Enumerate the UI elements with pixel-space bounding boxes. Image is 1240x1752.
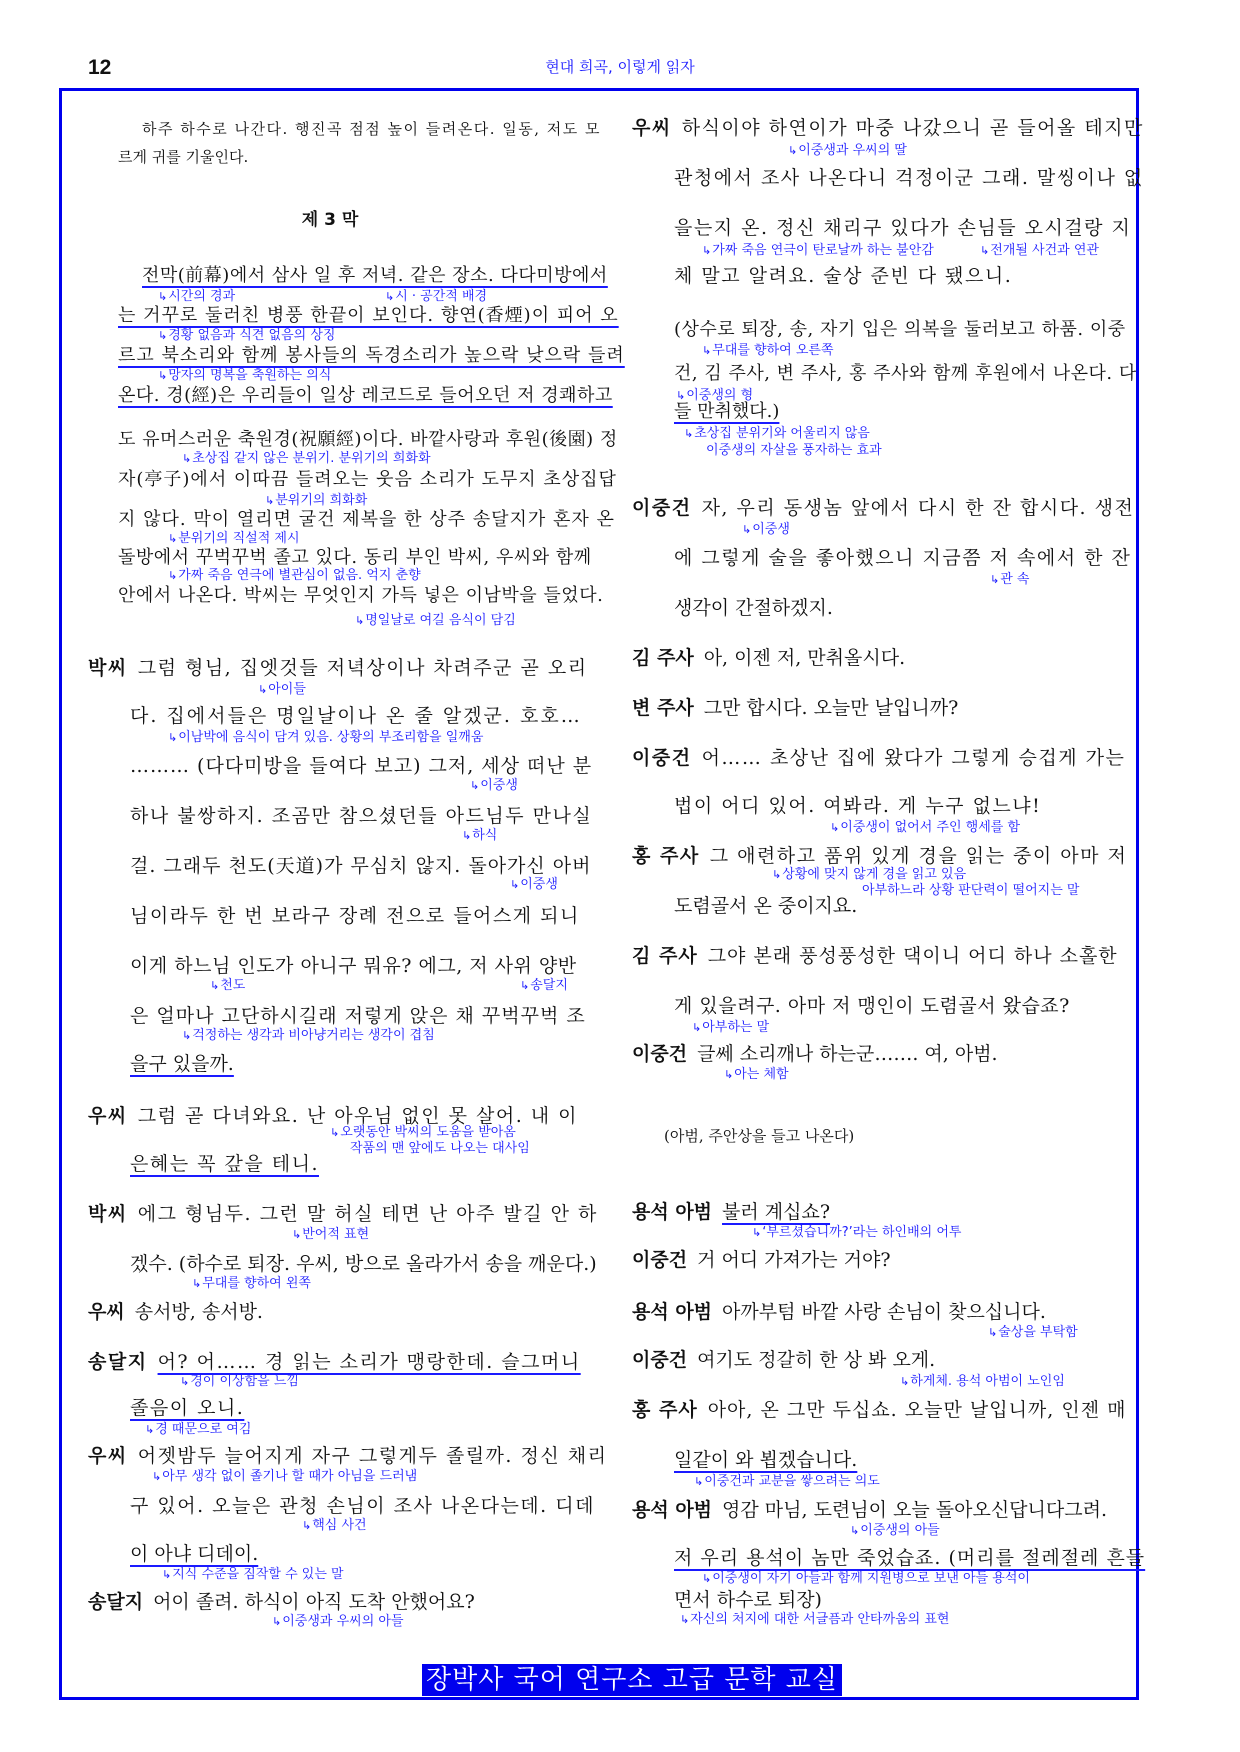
annotation: ↳ 경 때문으로 여김 (145, 1422, 251, 1437)
annotation: ↳ 걱정하는 생각과 비아냥거리는 생각이 겹침 (182, 1028, 435, 1043)
dialogue-line: 다. 집에서들은 명일날이나 온 줄 알겠군. 호호… (130, 705, 582, 727)
dialogue-line: 게 있을려구. 아마 저 맹인이 도렴골서 왔습죠? (674, 995, 1070, 1017)
speaker: 용석 아범 (632, 1301, 713, 1323)
dialogue-line: 용석 아범 영감 마님, 도련님이 오늘 돌아오신답니다그려. (632, 1499, 1107, 1521)
dialogue-line: 졸음이 오니. (130, 1397, 245, 1419)
stage-direction-line: 자(亭子)에서 이따끔 들려오는 웃음 소리가 도무지 초상집답 (118, 469, 617, 490)
dialogue-line: 이중건 자, 우리 동생놈 앞에서 다시 한 잔 합시다. 생전 (632, 497, 1135, 519)
annotation: ↳ 지식 수준을 짐작할 수 있는 말 (162, 1567, 344, 1582)
annotation: ↳ 송달지 (520, 978, 568, 993)
annotation: ↳ 초상집 같지 않은 분위기. 분위기의 희화화 (182, 451, 431, 466)
stage-direction-line: 건, 김 주사, 변 주사, 홍 주사와 함께 후원에서 나온다. 다 (674, 363, 1137, 384)
dialogue-line: 도렴골서 온 중이지요. (674, 895, 858, 917)
stage-direction-line: 도 유머스러운 축원경(祝願經)이다. 바깥사랑과 후원(後園) 정 (118, 429, 618, 450)
annotation: 이중생의 자살을 풍자하는 효과 (706, 443, 882, 458)
dialogue-line: 우씨 송서방, 송서방. (88, 1301, 263, 1323)
dialogue-line: 박씨 에그 형님두. 그런 말 허실 테면 난 아주 발길 안 하 (88, 1203, 598, 1225)
stage-direction-line: (상수로 퇴장, 송, 자기 입은 의복을 둘러보고 하품. 이중 (674, 319, 1126, 340)
speaker: 이중건 (632, 747, 692, 769)
footer-banner: 장박사 국어 연구소 고급 문학 교실 (422, 1664, 842, 1696)
stage-direction-line: 는 거꾸로 둘러친 병풍 한끝이 보인다. 향연(香煙)이 피어 오 (118, 305, 619, 326)
speaker: 박씨 (88, 657, 128, 679)
dialogue-line: ……… (다다미방을 들여다 보고) 그저, 세상 떠난 분 (130, 755, 593, 777)
stage-direction-line: 돌방에서 꾸벅꾸벅 졸고 있다. 동리 부인 박씨, 우씨와 함께 (118, 547, 592, 568)
annotation: ↳ 핵심 사건 (302, 1518, 367, 1533)
dialogue-line: 생각이 간절하겠지. (674, 597, 833, 619)
dialogue-line: 용석 아범 아까부텀 바깥 사랑 손님이 찾으십니다. (632, 1301, 1046, 1323)
dialogue-line: 은혜는 꼭 갚을 테니. (130, 1153, 319, 1175)
dialogue-line: 이중건 글쎄 소리깨나 하는군……. 여, 아범. (632, 1043, 998, 1065)
dialogue-line: 이중건 여기도 정갈히 한 상 봐 오게. (632, 1349, 936, 1371)
dialogue-line: 관청에서 조사 나온다니 걱정이군 그래. 말씽이나 없 (674, 167, 1144, 189)
speaker: 김 주사 (632, 647, 694, 669)
dialogue-line: 김 주사 그야 본래 풍성풍성한 댁이니 어디 하나 소홀한 (632, 945, 1118, 967)
annotation: ↳ 이중건과 교분을 쌓으려는 의도 (694, 1474, 880, 1489)
annotation: ↳ 경이 이상함을 느낌 (180, 1374, 299, 1389)
stage-direction-line: 들 만취했다.) (674, 401, 780, 422)
annotation: ↳ 명일날로 여길 음식이 담김 (355, 613, 516, 628)
dialogue-line: 을는지 온. 정신 채리구 있다가 손님들 오시걸랑 지 (674, 217, 1132, 239)
speaker: 홍 주사 (632, 845, 700, 867)
annotation: ↳ 하식 (462, 828, 497, 843)
speaker: 김 주사 (632, 945, 698, 967)
annotation: 아부하느라 상황 판단력이 떨어지는 말 (862, 883, 1080, 898)
dialogue-line: 이 아냐 디데이. (130, 1543, 259, 1565)
annotation: ↳ 아는 체함 (724, 1067, 789, 1082)
dialogue-line: 우씨 어젯밤두 늘어지게 자구 그렇게두 졸릴까. 정신 채리 (88, 1445, 608, 1467)
dialogue-line: 변 주사 그만 합시다. 오늘만 날입니까? (632, 697, 959, 719)
speaker: 용석 아범 (632, 1499, 713, 1521)
annotation: ↳ 초상집 분위기와 어울리지 않음 (684, 426, 870, 441)
dialogue-line: 이게 하느님 인도가 아니구 뭐유? 에그, 저 사위 양반 (130, 955, 577, 977)
dialogue-line: 겠수. (하수로 퇴장. 우씨, 방으로 올라가서 송을 깨운다.) (130, 1253, 597, 1275)
annotation: ↳ 천도 (210, 978, 245, 993)
speaker: 이중건 (632, 1349, 688, 1371)
dialogue-line: 체 말고 알려요. 술상 준빈 다 됐으니. (674, 265, 1013, 287)
dialogue-line: 법이 어디 있어. 여봐라. 게 누구 없느냐! (674, 795, 1042, 817)
annotation: ↳ 아이들 (258, 682, 306, 697)
speaker: 송달지 (88, 1351, 148, 1373)
annotation: ↳ 이중생 (742, 522, 790, 537)
annotation: ↳ 관 속 (990, 572, 1029, 587)
act-title: 제 3 막 (301, 210, 359, 230)
annotation: ↳ 시 · 공간적 배경 (385, 289, 487, 304)
annotation: ↳ 가짜 죽음 연극이 탄로날까 하는 불안감 (702, 243, 934, 258)
dialogue-line: 은 얼마나 고단하시길래 저렇게 앉은 채 꾸벅꾸벅 조 (130, 1005, 586, 1027)
annotation: ↳ 전개될 사건과 연관 (980, 243, 1099, 258)
annotation: ↳ 하게체. 용석 아범이 노인임 (900, 1374, 1065, 1389)
annotation: ↳ 이중생 (510, 877, 558, 892)
speaker: 용석 아범 (632, 1201, 713, 1223)
dialogue-line: 을구 있을까. (130, 1053, 234, 1075)
dialogue-line: 홍 주사 그 애련하고 품위 있게 경을 읽는 중이 아마 저 (632, 845, 1128, 867)
annotation: ↳ 이중생과 우씨의 딸 (788, 143, 907, 158)
running-title: 현대 희곡, 이렇게 읽자 (545, 58, 695, 76)
dialogue-line: 하나 불쌍하지. 조곰만 참으셨던들 아드님두 만나실 (130, 805, 593, 827)
dialogue-line: 걸. 그래두 천도(天道)가 무심치 않지. 돌아가신 아버 (130, 855, 592, 877)
annotation: ↳ 이남박에 음식이 담겨 있음. 상황의 부조리함을 일깨움 (168, 730, 483, 745)
stage-direction-line: 르고 북소리와 함께 봉사들의 독경소리가 높으락 낮으락 들려 (118, 345, 625, 366)
dialogue-line: 송달지 어? 어…… 경 읽는 소리가 맹랑한데. 슬그머니 (88, 1351, 581, 1373)
annotation: ↳ 망자의 명복을 축원하는 의식 (158, 368, 331, 383)
page-number: 12 (88, 56, 112, 79)
dialogue-line: 박씨 그럼 형님, 집엣것들 저녁상이나 차려주군 곧 오리 (88, 657, 588, 679)
dialogue-line: 우씨 그럼 곧 다녀와요. 난 아우님 없인 못 살어. 내 이 (88, 1105, 579, 1127)
speaker: 송달지 (88, 1591, 144, 1613)
dialogue-line: 님이라두 한 번 보라구 장례 전으로 들어스게 되니 (130, 905, 580, 927)
stage-direction-line: 전막(前幕)에서 삼사 일 후 저녁. 같은 장소. 다다미방에서 (142, 265, 608, 286)
annotation: ↳ 아무 생각 없이 졸기나 할 때가 아님을 드러냄 (152, 1469, 417, 1484)
annotation: 작품의 맨 앞에도 나오는 대사임 (350, 1141, 530, 1156)
annotation: ↳ ‘부르셨습니까?’라는 하인배의 어투 (752, 1225, 961, 1240)
dialogue-line: 일같이 와 뵙겠습니다. (674, 1449, 858, 1471)
annotation: ↳ 이중생과 우씨의 아들 (272, 1614, 404, 1629)
annotation: ↳ 시간의 경과 (158, 289, 235, 304)
annotation: ↳ 무대를 향하여 오른쪽 (702, 343, 834, 358)
annotation: ↳ 가짜 죽음 연극에 별관심이 없음. 억지 춘향 (168, 568, 421, 583)
dialogue-line: 에 그렇게 술을 좋아했으니 지금쯤 저 속에서 한 잔 (674, 547, 1132, 569)
annotation: ↳ 이중생이 자기 아들과 함께 지원병으로 보낸 아들 용석이 (702, 1571, 1030, 1586)
speaker: 이중건 (632, 497, 692, 519)
speaker: 우씨 (632, 117, 672, 139)
annotation: ↳ 무대를 향하여 왼쪽 (192, 1276, 311, 1291)
annotation: ↳ 이중생이 없어서 주인 행세를 함 (830, 820, 1020, 835)
intro-line: 르게 귀를 기울인다. (118, 148, 249, 166)
annotation: ↳ 오랫동안 박씨의 도움을 받아옴 (330, 1125, 516, 1140)
annotation: ↳ 아부하는 말 (692, 1020, 769, 1035)
speaker: 이중건 (632, 1249, 688, 1271)
stage-direction-line: 안에서 나온다. 박씨는 무엇인지 가득 넣은 이남박을 들었다. (118, 585, 604, 606)
dialogue-line: 구 있어. 오늘은 관청 손님이 조사 나온다는데. 디데 (130, 1495, 595, 1517)
dialogue-line: 송달지 어이 졸려. 하식이 아직 도착 안했어요? (88, 1591, 475, 1613)
stage-direction: (아범, 주안상을 들고 나온다) (664, 1127, 855, 1145)
dialogue-line: 우씨 하식이야 하연이가 마중 나갔으니 곧 들어올 테지만 (632, 117, 1144, 139)
annotation: ↳ 자신의 처지에 대한 서글픔과 안타까움의 표현 (680, 1612, 949, 1627)
annotation: ↳ 분위기의 직설적 제시 (168, 531, 300, 546)
speaker: 홍 주사 (632, 1399, 698, 1421)
dialogue-line: 김 주사 아, 이젠 저, 만취올시다. (632, 647, 906, 669)
dialogue-line: 용석 아범 불러 계십쇼? (632, 1201, 831, 1223)
annotation: ↳ 상황에 맞지 않게 경을 읽고 있음 (772, 867, 966, 882)
speaker: 박씨 (88, 1203, 128, 1225)
dialogue-line: 면서 하수로 퇴장) (674, 1589, 822, 1611)
annotation: ↳ 경황 없음과 식견 없음의 상징 (158, 328, 335, 343)
dialogue-line: 이중건 거 어디 가져가는 거야? (632, 1249, 891, 1271)
speaker: 우씨 (88, 1301, 125, 1323)
annotation: ↳ 분위기의 희화화 (265, 493, 367, 508)
annotation: ↳ 반어적 표현 (292, 1227, 369, 1242)
dialogue-line: 홍 주사 아아, 온 그만 두십쇼. 오늘만 날입니까, 인젠 매 (632, 1399, 1127, 1421)
speaker: 변 주사 (632, 697, 694, 719)
stage-direction-line: 온다. 경(經)은 우리들이 일상 레코드로 들어오던 저 경쾌하고 (118, 385, 613, 406)
speaker: 우씨 (88, 1105, 128, 1127)
speaker: 이중건 (632, 1043, 688, 1065)
speaker: 우씨 (88, 1445, 128, 1467)
annotation: ↳ 이중생의 형 (676, 388, 753, 403)
dialogue-line: 저 우리 용석이 놈만 죽었습죠. (머리를 절레절레 흔들 (674, 1547, 1146, 1569)
stage-direction-line: 지 않다. 막이 열리면 굴건 제복을 한 상주 송달지가 혼자 온 (118, 509, 615, 530)
dialogue-line: 이중건 어…… 초상난 집에 왔다가 그렇게 승겁게 가는 (632, 747, 1126, 769)
annotation: ↳ 이중생의 아들 (850, 1523, 940, 1538)
intro-line: 하주 하수로 나간다. 행진곡 점점 높이 들려온다. 일동, 저도 모 (142, 120, 601, 138)
annotation: ↳ 이중생 (470, 778, 518, 793)
annotation: ↳ 술상을 부탁함 (988, 1325, 1078, 1340)
